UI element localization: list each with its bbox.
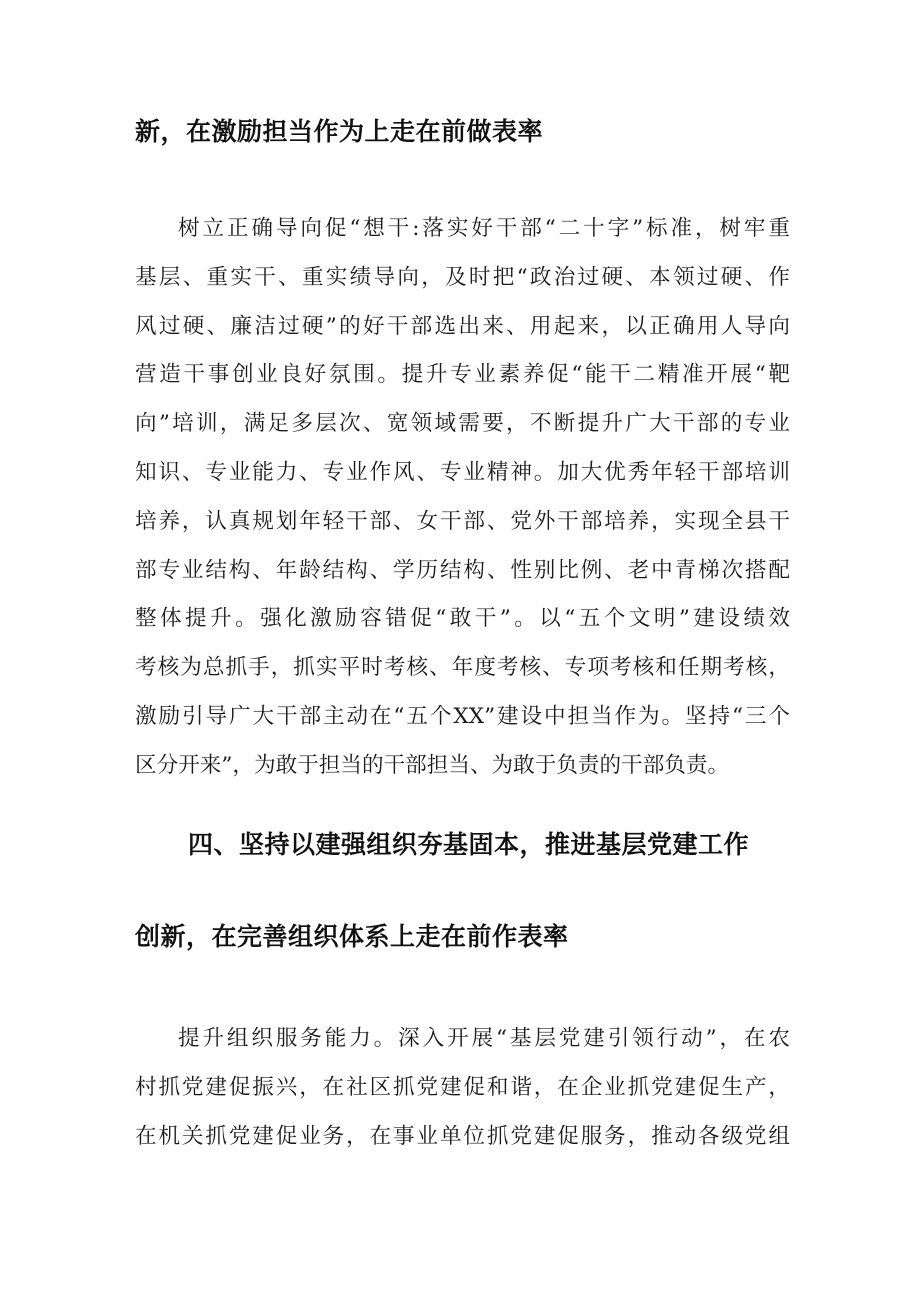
paragraph-line: 区分开来”，为敢于担当的干部担当、为敢于负责的干部负责。 <box>135 752 730 778</box>
paragraph-line: 向”培训，满足多层次、宽领域需要，不断提升广大干部的专业 <box>135 411 790 437</box>
body-paragraph-1 <box>135 205 790 791</box>
paragraph-line: 营造干事创业良好氛围。提升专业素养促“能干二精准开展“靶 <box>135 362 790 388</box>
paragraph-line: 整体提升。强化激励容错促“敢干”。以“五个文明”建设绩效 <box>135 606 790 632</box>
section-heading-continued: 新，在激励担当作为上走在前做表率 <box>135 117 544 146</box>
paragraph-line: 部专业结构、年龄结构、学历结构、性别比例、老中青梯次搭配 <box>135 557 790 583</box>
paragraph-line: 知识、专业能力、专业作风、专业精神。加大优秀年轻干部培训 <box>135 459 790 485</box>
paragraph-line: 考核为总抓手，抓实平时考核、年度考核、专项考核和任期考核， <box>135 655 790 681</box>
paragraph-line: 村抓党建促振兴，在社区抓党建促和谐，在企业抓党建促生产， <box>135 1074 790 1100</box>
paragraph-line: 风过硬、廉洁过硬”的好干部选出来、用起来，以正确用人导向 <box>135 313 790 339</box>
section-4-heading-line-2: 创新，在完善组织体系上走在前作表率 <box>135 922 569 951</box>
paragraph-line: 激励引导广大干部主动在“五个XX”建设中担当作为。坚持“三个 <box>135 703 790 729</box>
paragraph-line: 在机关抓党建促业务，在事业单位抓党建促服务，推动各级党组 <box>135 1123 790 1149</box>
paragraph-line: 提升组织服务能力。深入开展“基层党建引领行动”，在农 <box>178 1026 790 1051</box>
body-paragraph-2 <box>135 1015 790 1161</box>
paragraph-line: 基层、重实干、重实绩导向，及时把“政治过硬、本领过硬、作 <box>135 264 790 290</box>
paragraph-line: 树立正确导向促“想干:落实好干部“二十字”标准，树牢重 <box>178 216 790 241</box>
section-4-heading-line-1: 四、坚持以建强组织夯基固本，推进基层党建工作 <box>188 830 750 859</box>
paragraph-line: 培养，认真规划年轻干部、女干部、党外干部培养，实现全县干 <box>135 508 790 534</box>
